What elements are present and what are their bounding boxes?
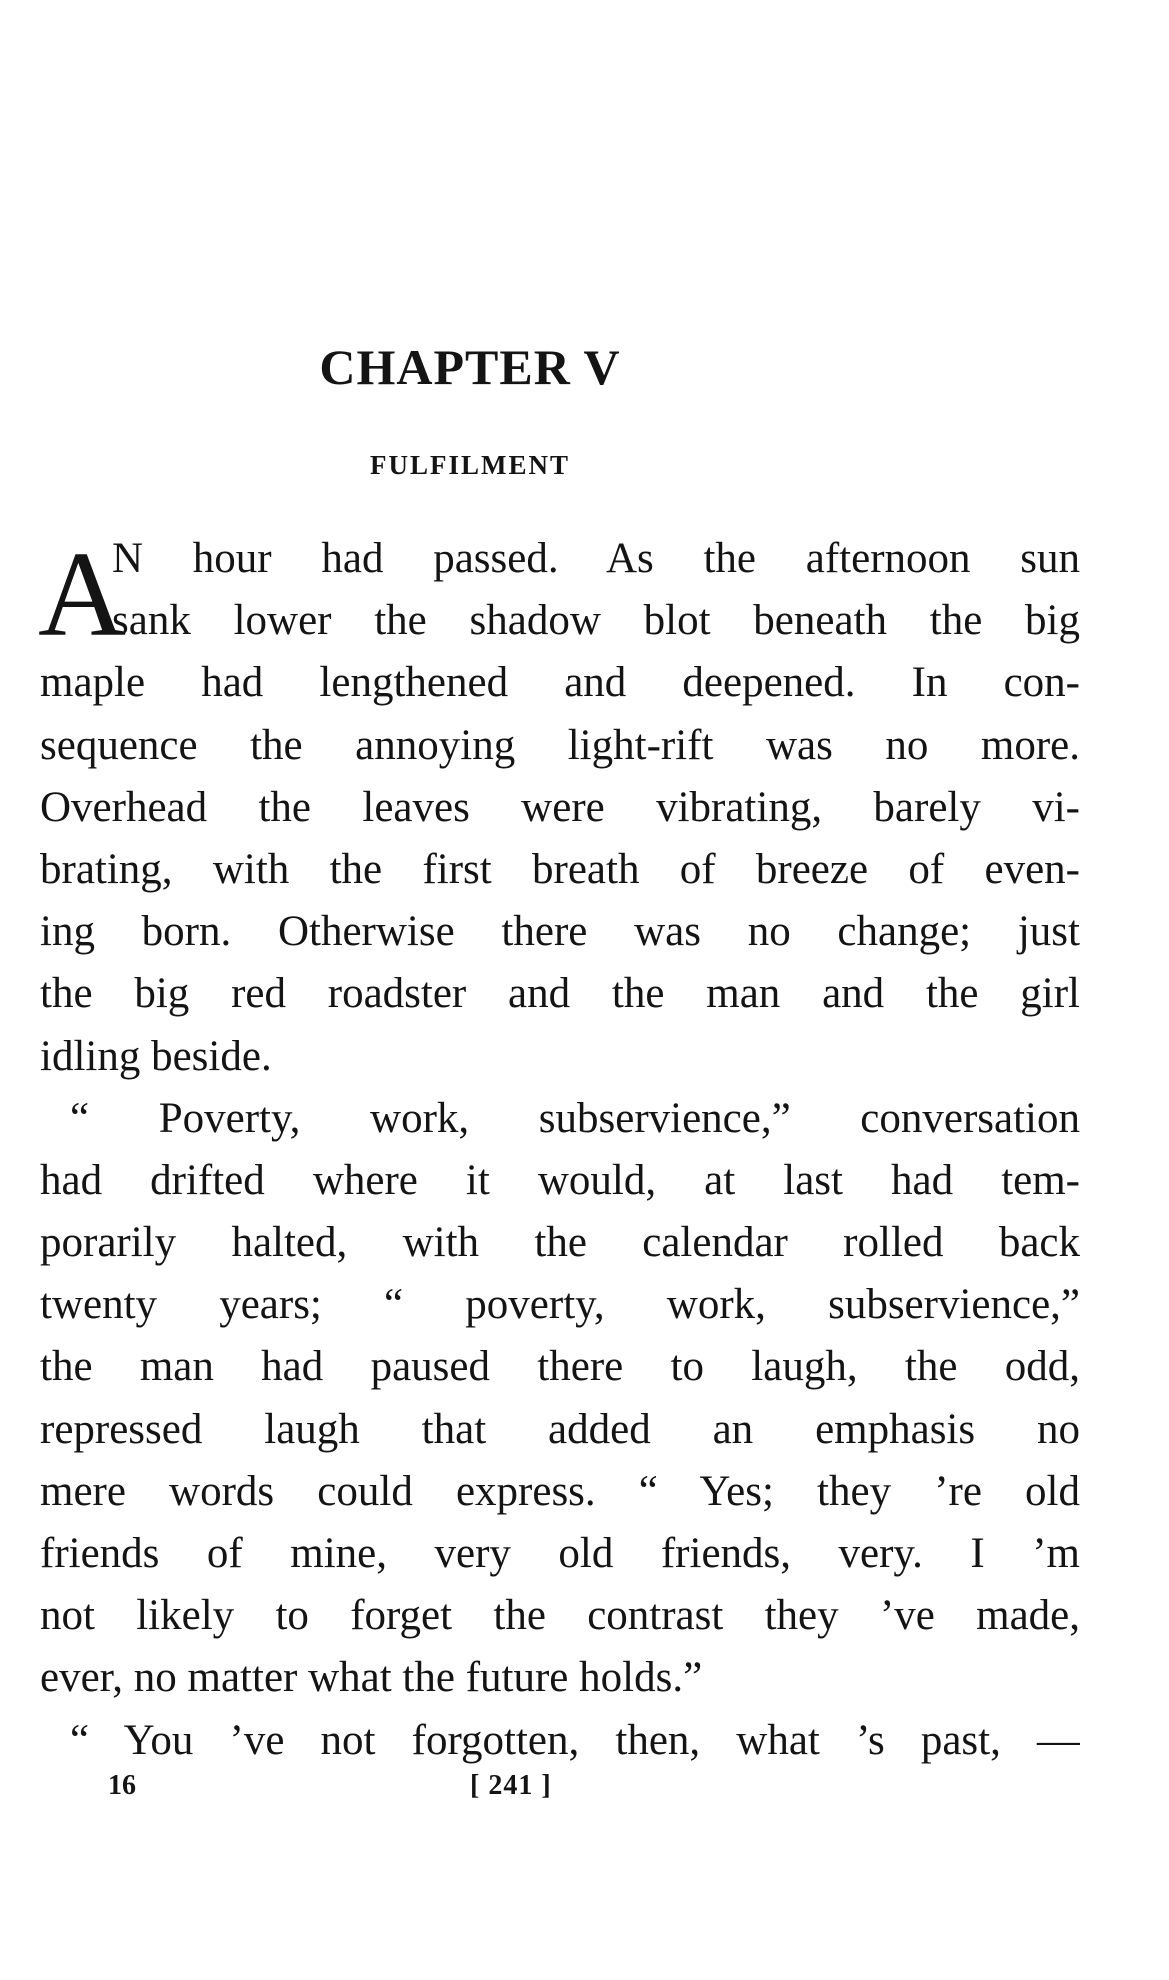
text-line: Overhead the leaves were vibrating, barely vi- <box>40 783 1080 831</box>
text-line: not likely to forget the contrast they ’ve made, <box>40 1592 1080 1640</box>
text-line: maple had lengthened and deepened. In con- <box>40 659 1080 707</box>
chapter-title: CHAPTER V <box>319 339 621 395</box>
text-line: ever, no matter what the future holds.” <box>40 1654 703 1702</box>
text-line: idling beside. <box>40 1032 272 1080</box>
text-line: the big red roadster and the man and the girl <box>40 970 1080 1018</box>
chapter-subtitle: FULFILMENT <box>369 450 570 480</box>
text-line: mere words could express. “ Yes; they ’re old <box>40 1467 1080 1515</box>
text-line: brating, with the first breath of breeze of even- <box>40 845 1080 893</box>
text-line: porarily halted, with the calendar rolled back <box>40 1219 1080 1267</box>
page-number: [ 241 ] <box>470 1770 552 1801</box>
text-line: sank lower the shadow blot beneath the big <box>112 597 1080 645</box>
text-line: “ You ’ve not forgotten, then, what ’s past, — <box>70 1716 1080 1764</box>
text-line: had drifted where it would, at last had tem- <box>40 1156 1080 1204</box>
text-line: the man had paused there to laugh, the odd, <box>40 1343 1080 1391</box>
text-line: friends of mine, very old friends, very. I ’m <box>40 1530 1080 1577</box>
text-line: repressed laugh that added an emphasis no <box>40 1405 1080 1453</box>
text-line: sequence the annoying light-rift was no more. <box>40 721 1080 769</box>
text-line: twenty years; “ poverty, work, subservience,” <box>40 1281 1080 1329</box>
text-line: ing born. Otherwise there was no change; just <box>40 908 1080 956</box>
text-line: “ Poverty, work, subservience,” conversation <box>70 1094 1080 1142</box>
drop-cap: A <box>38 527 127 662</box>
text-line: N hour had passed. As the afternoon sun <box>112 535 1080 582</box>
signature-mark: 16 <box>108 1770 136 1801</box>
body-text <box>40 528 1080 1772</box>
